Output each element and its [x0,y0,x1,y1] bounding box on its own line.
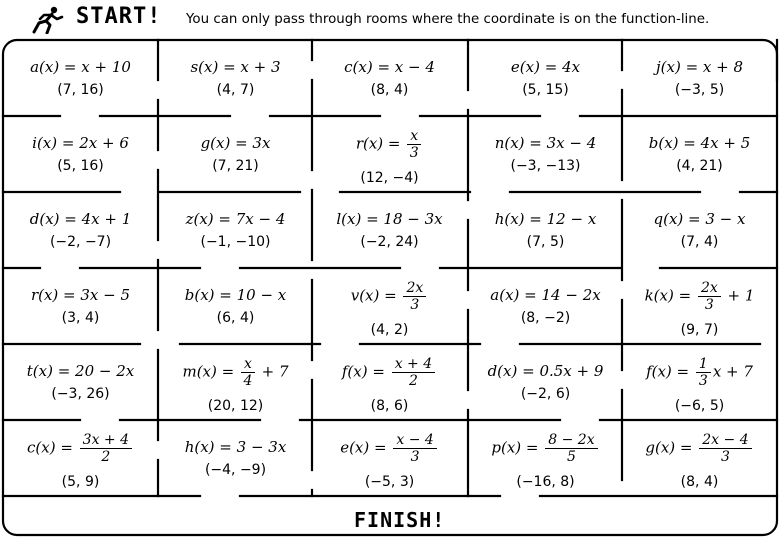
function-rule: h(x) = 12 − x [494,210,597,228]
coordinate-point: (−5, 3) [364,474,415,490]
function-rule [312,432,467,465]
function-rule: g(x) = 3x [200,134,271,152]
fraction-numerator: x + 4 [392,356,435,373]
fraction-numerator: 2x [403,280,426,297]
maze-room[interactable] [312,118,467,194]
coordinate-point: (8, −2) [520,310,571,326]
fraction-numerator: 1 [696,356,711,373]
function-rule [3,432,158,465]
fraction [407,128,421,161]
maze-room[interactable] [158,194,313,270]
fraction-denominator: 3 [698,373,708,389]
coordinate-point: (−4, −9) [204,462,267,478]
function-rule [312,356,467,389]
coordinate-point: (8, 6) [370,398,409,414]
function-rule: t(x) = 20 − 2x [26,362,135,380]
coordinate-point: (−3, −13) [510,158,581,174]
maze-room[interactable] [3,346,158,422]
coordinate-point: (20, 12) [207,398,264,414]
fraction [545,432,597,465]
fraction-denominator: 3 [410,297,420,313]
coordinate-point: (8, 4) [370,82,409,98]
coordinate-point: (5, 15) [522,82,569,98]
function-name: g(x) = [645,438,698,457]
coordinate-point: (−2, −7) [49,234,112,250]
coordinate-point: (−6, 5) [674,398,725,414]
maze-room[interactable] [312,194,467,270]
maze-room[interactable] [3,42,158,118]
maze-room[interactable] [622,270,777,346]
coordinate-point: (−1, −10) [200,234,271,250]
function-rule: d(x) = 0.5x + 9 [487,362,604,380]
fraction-numerator: 8 − 2x [545,432,597,449]
function-rule: i(x) = 2x + 6 [32,134,129,152]
coordinate-point: (−2, 6) [520,386,571,402]
function-name: r(x) = [355,134,406,153]
function-rule: j(x) = x + 8 [655,58,744,76]
fraction [699,432,751,465]
coordinate-point: (−16, 8) [516,474,575,490]
function-name: f(x) = [646,362,694,381]
fraction [241,356,255,389]
maze-room[interactable] [468,42,623,118]
coordinate-point: (8, 4) [680,474,719,490]
function-name: k(x) = [644,286,696,305]
maze-room[interactable] [622,42,777,118]
maze-room[interactable] [312,270,467,346]
start-label: START! [76,4,162,29]
function-rule: c(x) = x − 4 [344,58,435,76]
fraction-denominator: 2 [408,373,418,389]
coordinate-point: (4, 7) [216,82,255,98]
function-rule: q(x) = 3 − x [653,210,746,228]
coordinate-point: (−3, 5) [674,82,725,98]
function-rule [622,356,777,389]
maze-room[interactable] [312,42,467,118]
fraction [698,280,721,313]
function-name: p(x) = [491,438,544,457]
coordinate-point: (5, 16) [57,158,104,174]
maze-room[interactable] [312,422,467,498]
coordinate-point: (−3, 26) [51,386,110,402]
maze-room[interactable] [158,42,313,118]
coordinate-point: (−2, 24) [360,234,419,250]
maze-room[interactable] [468,118,623,194]
maze-room[interactable] [3,270,158,346]
function-rule [312,280,467,313]
finish-label: FINISH! [354,508,446,532]
function-rule [468,432,623,465]
function-tail: x + 7 [712,362,753,381]
fraction-numerator: 2x − 4 [699,432,751,449]
function-rule: b(x) = 4x + 5 [648,134,751,152]
maze-room[interactable] [468,346,623,422]
fraction-denominator: 3 [704,297,714,313]
fraction-numerator: x [241,356,255,373]
coordinate-point: (6, 4) [216,310,255,326]
instructions: You can only pass through rooms where the coordinate is on the function-line. [186,12,710,27]
function-rule: a(x) = 14 − 2x [490,286,601,304]
maze-room[interactable] [158,270,313,346]
maze-room[interactable] [158,422,313,498]
maze-room[interactable] [622,118,777,194]
fraction-numerator: x − 4 [393,432,436,449]
maze-room[interactable] [622,194,777,270]
fraction [80,432,132,465]
coordinate-point: (4, 21) [676,158,723,174]
function-rule: d(x) = 4x + 1 [29,210,132,228]
fraction [403,280,426,313]
function-rule [622,432,777,465]
maze-room[interactable] [622,422,777,498]
fraction-numerator: 2x [698,280,721,297]
function-rule [158,356,313,389]
maze-room[interactable] [3,194,158,270]
maze-room[interactable] [3,118,158,194]
coordinate-point: (12, −4) [360,170,419,186]
function-name: v(x) = [350,286,402,305]
function-rule: n(x) = 3x − 4 [494,134,597,152]
function-rule: s(x) = x + 3 [190,58,281,76]
function-rule: e(x) = 4x [510,58,581,76]
coordinate-point: (7, 21) [212,158,259,174]
function-name: m(x) = [182,362,239,381]
coordinate-point: (9, 7) [680,322,719,338]
function-tail: + 1 [722,286,755,305]
fraction-denominator: 2 [101,449,111,465]
fraction-denominator: 3 [409,145,419,161]
fraction-numerator: 3x + 4 [80,432,132,449]
fraction-denominator: 4 [243,373,253,389]
maze-room[interactable] [622,346,777,422]
function-rule: z(x) = 7x − 4 [185,210,286,228]
maze-room[interactable] [468,422,623,498]
fraction-denominator: 3 [410,449,420,465]
function-rule: l(x) = 18 − 3x [336,210,443,228]
function-rule [622,280,777,313]
fraction-denominator: 3 [720,449,730,465]
coordinate-point: (4, 2) [370,322,409,338]
maze-room[interactable] [158,346,313,422]
function-rule: r(x) = 3x − 5 [30,286,131,304]
maze-room[interactable] [468,194,623,270]
coordinate-point: (5, 9) [61,474,100,490]
maze-room[interactable] [468,270,623,346]
function-rule: a(x) = x + 10 [30,58,131,76]
function-name: e(x) = [340,438,392,457]
maze-room[interactable] [3,422,158,498]
fraction [392,356,435,389]
function-name: f(x) = [341,362,390,381]
fraction [393,432,436,465]
function-rule: h(x) = 3 − 3x [184,438,287,456]
fraction-denominator: 5 [566,449,576,465]
fraction-numerator: x [407,128,421,145]
maze-room[interactable] [158,118,313,194]
fraction [696,356,711,389]
function-name: c(x) = [26,438,78,457]
function-rule [312,128,467,161]
maze-room[interactable] [312,346,467,422]
function-rule: b(x) = 10 − x [184,286,287,304]
coordinate-point: (7, 5) [526,234,565,250]
coordinate-point: (7, 16) [57,82,104,98]
function-tail: + 7 [256,362,289,381]
coordinate-point: (7, 4) [680,234,719,250]
coordinate-point: (3, 4) [61,310,100,326]
